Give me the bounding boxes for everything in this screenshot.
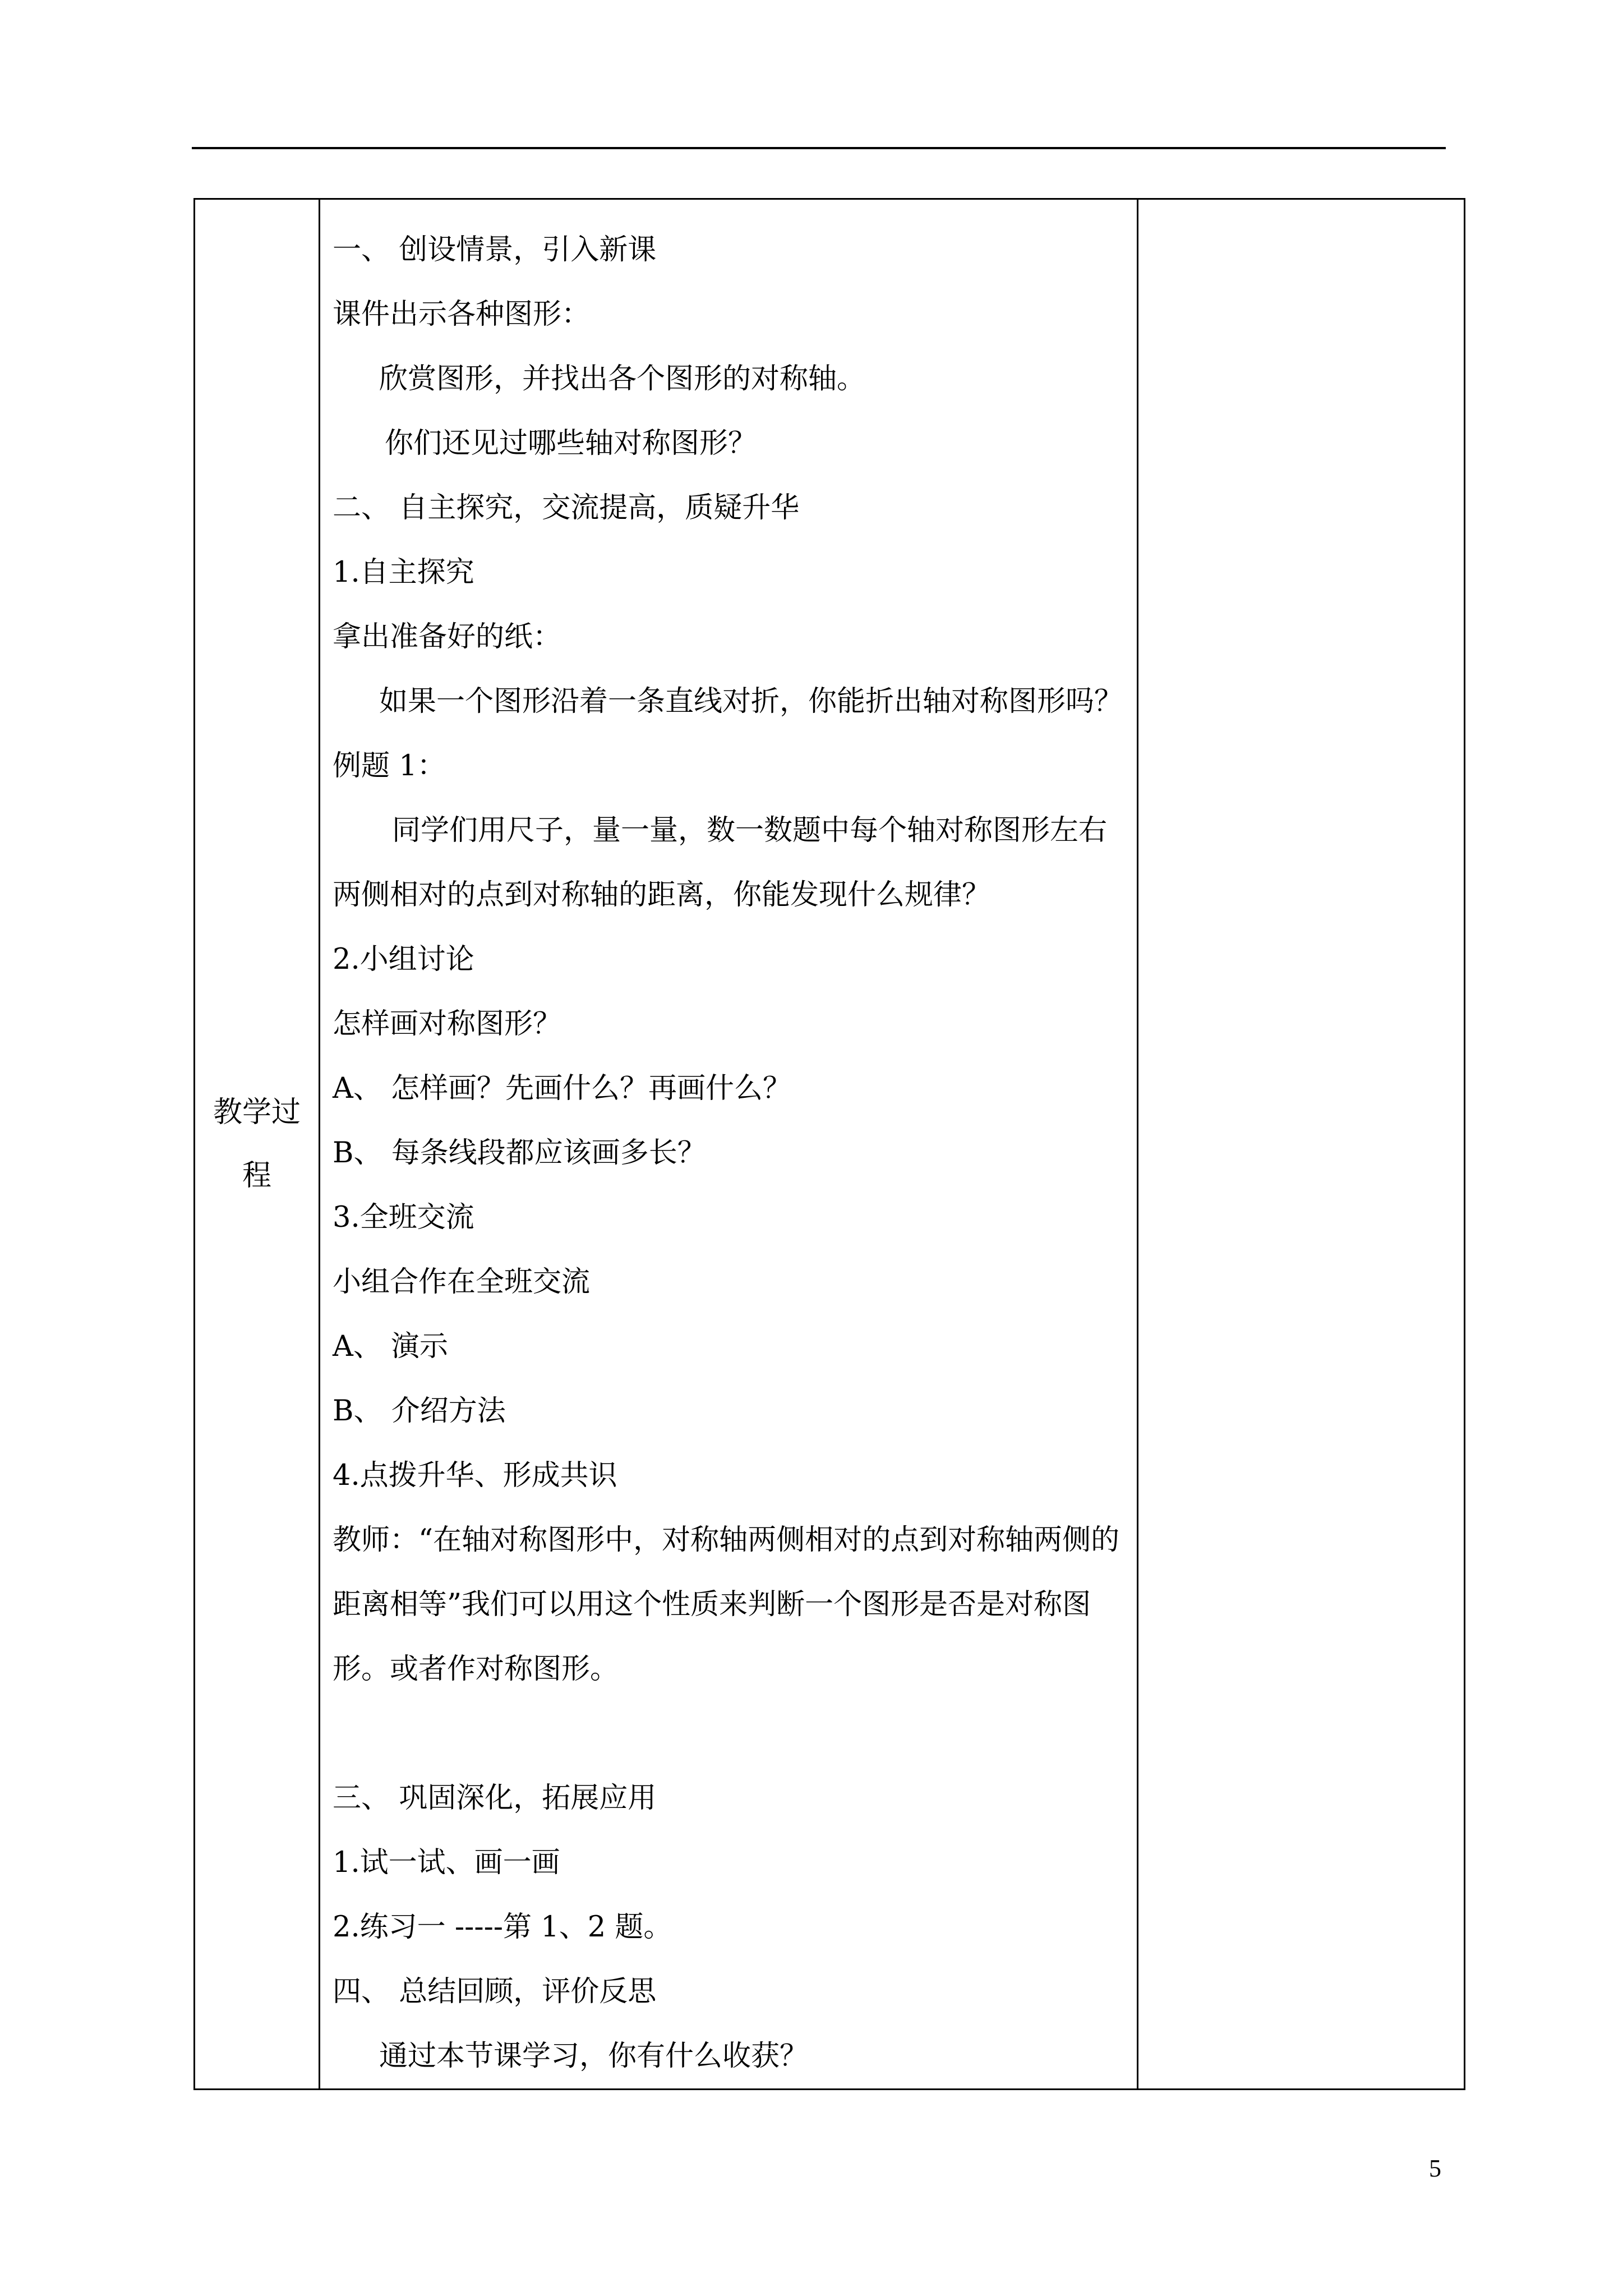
content-line: 形。或者作对称图形。 (333, 1653, 619, 1686)
content-line: A、 怎样画？先画什么？再画什么？ (333, 1072, 792, 1105)
content-line: A、 演示 (333, 1330, 449, 1363)
content-line: 1.自主探究 (333, 556, 474, 589)
content-lines (320, 218, 1137, 2088)
content-line: 一、 创设情景，引入新课 (333, 233, 657, 266)
table-row (195, 199, 1465, 2090)
row-label-line-2: 程 (242, 1158, 271, 1193)
row-label-cell (195, 199, 320, 2090)
content-line: 例题 1： (333, 749, 446, 783)
content-line: 拿出准备好的纸： (333, 620, 562, 654)
content-line: 1.试一试、画一画 (333, 1846, 560, 1879)
content-line: 同学们用尺子，量一量，数一数题中每个轴对称图形左右 (392, 814, 1108, 847)
content-line: 三、 巩固深化，拓展应用 (333, 1782, 657, 1815)
content-line: 如果一个图形沿着一条直线对折，你能折出轴对称图形吗？ (379, 685, 1123, 718)
content-line: 3.全班交流 (333, 1201, 474, 1234)
content-line: 怎样画对称图形？ (333, 1007, 562, 1041)
header-rule (192, 147, 1446, 149)
content-line (320, 1701, 1137, 1766)
content-line: 四、 总结回顾，评价反思 (333, 1975, 657, 2008)
teaching-process-content (320, 199, 1138, 2090)
content-line: 4.点拨升华、形成共识 (333, 1459, 617, 1492)
content-line: 二、 自主探究，交流提高，质疑升华 (333, 491, 800, 524)
content-line: 课件出示各种图形： (333, 298, 591, 331)
notes-cell (1138, 199, 1465, 2090)
page-number: 5 (1429, 2155, 1441, 2182)
content-line: 两侧相对的点到对称轴的距离，你能发现什么规律？ (333, 878, 991, 912)
content-line: 通过本节课学习，你有什么收获？ (379, 2040, 809, 2073)
row-label-line-1: 教学过 (213, 1095, 301, 1129)
content-line: B、 介绍方法 (333, 1395, 506, 1428)
content-line: 2.小组讨论 (333, 943, 474, 976)
lesson-plan-table (193, 198, 1465, 2090)
content-line: 小组合作在全班交流 (333, 1266, 591, 1299)
content-line: 教师：“在轴对称图形中，对称轴两侧相对的点到对称轴两侧的 (333, 1524, 1120, 1557)
content-line: 你们还见过哪些轴对称图形？ (385, 427, 757, 460)
content-line: B、 每条线段都应该画多长？ (333, 1137, 706, 1170)
content-line: 欣赏图形，并找出各个图形的对称轴。 (379, 362, 866, 395)
content-line: 距离相等”我们可以用这个性质来判断一个图形是否是对称图 (333, 1588, 1091, 1621)
content-line: 2.练习一 -----第 1、2 题。 (333, 1911, 672, 1944)
